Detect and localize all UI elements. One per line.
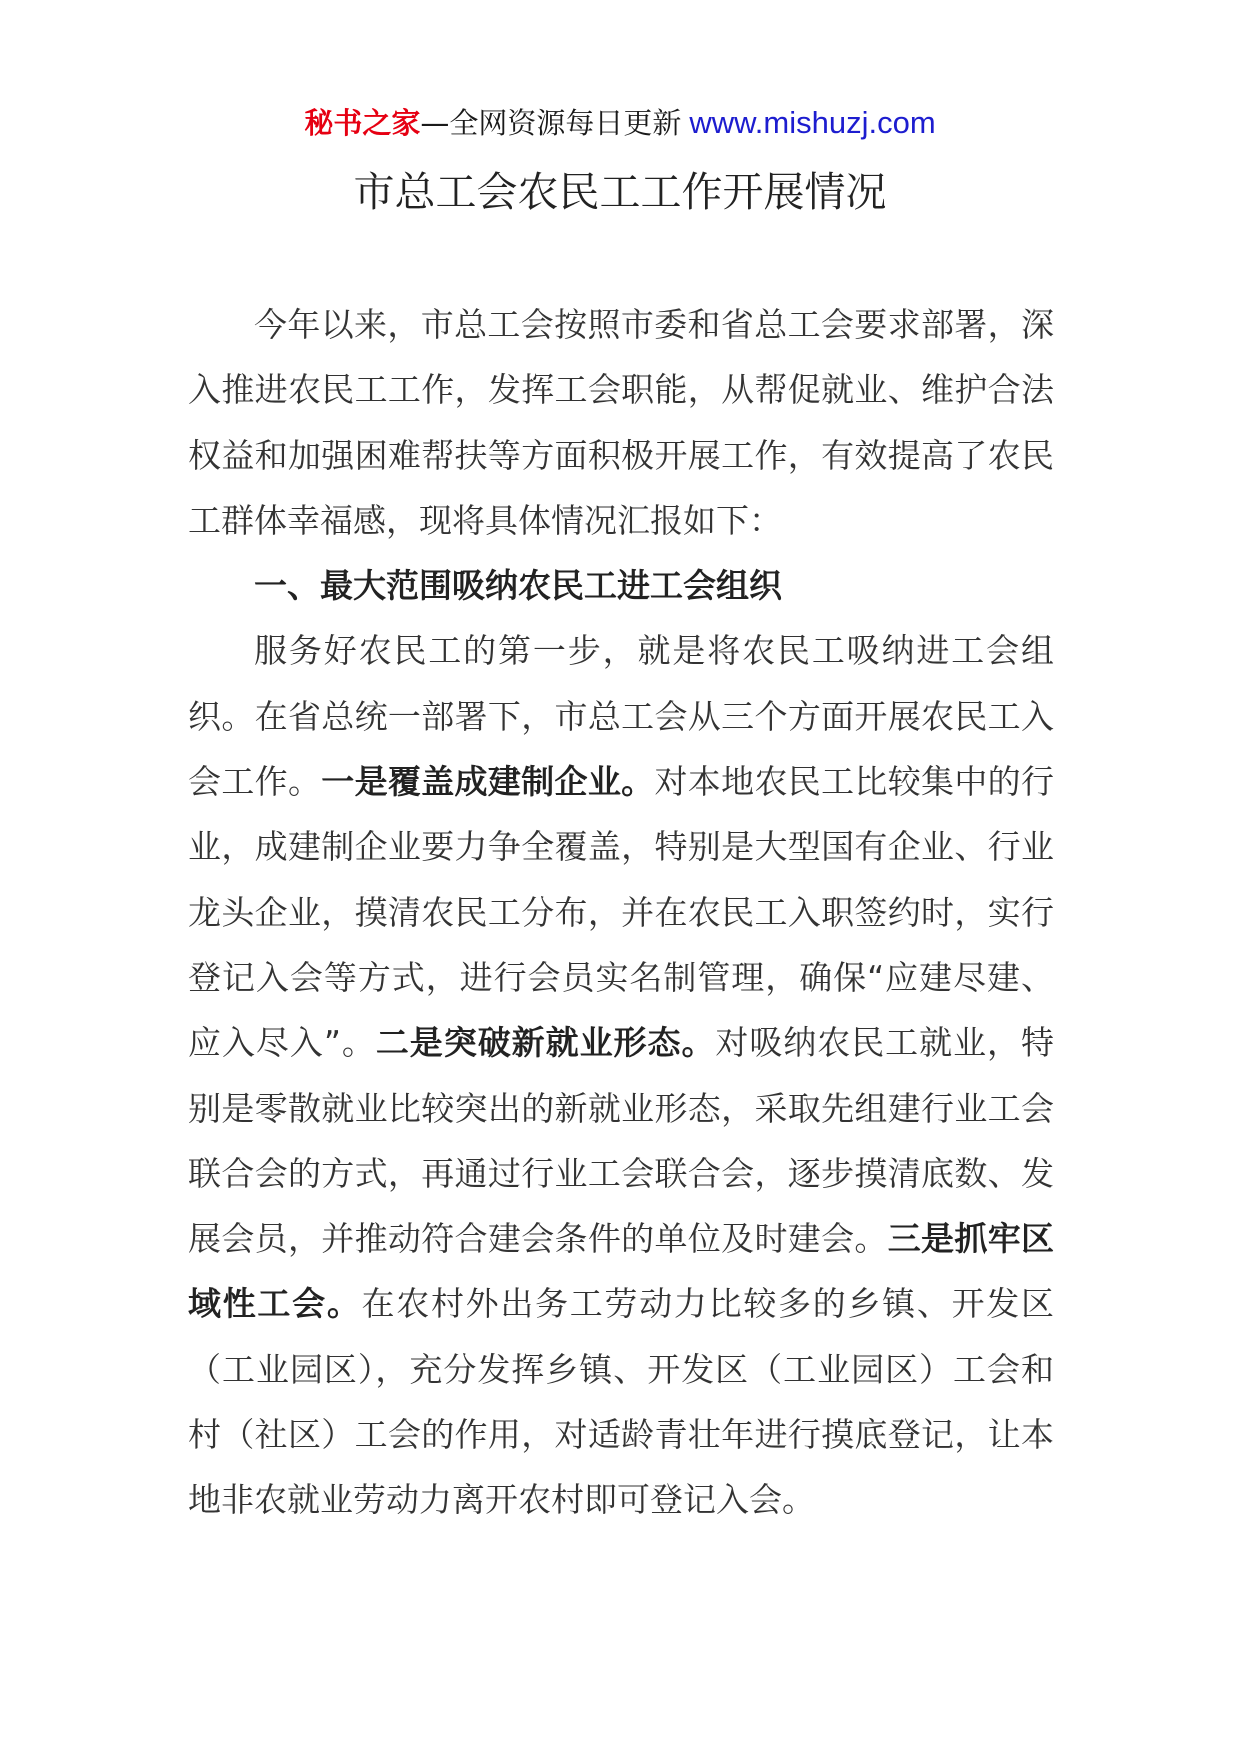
intro-paragraph: 今年以来，市总工会按照市委和省总工会要求部署，深入推进农民工工作，发挥工会职能，从帮促就业、维护合法权益和加强困难帮扶等方面积极开展工作，有效提高了农民工群体幸福感，现将具体情况汇报如下：	[188, 305, 1054, 540]
section-lead-text: 服务好农民工的第一步，就是将农民工吸纳进工会组织。在省总统一部署下，市总工会从三个方面开展农民工入会工作。	[188, 631, 1054, 802]
site-url-link[interactable]: www.mishuzj.com	[689, 105, 936, 140]
point-one-text: 对本地农民工比较集中的行业，成建制企业要力争全覆盖，特别是大型国有企业、行业龙头企业，摸清农民工分布，并在农民工入职签约时，实行登记入会等方式，进行会员实名制管理，确保“应建尽建、应入尽入”。	[188, 762, 1055, 1063]
point-two-text: 对吸纳农民工就业，特别是零散就业比较突出的新就业形态，采取先组建行业工会联合会的方式，再通过行业工会联合会，逐步摸清底数、发展会员，并推动符合建会条件的单位及时建会。	[188, 1023, 1055, 1259]
point-three-text: 在农村外出务工劳动力比较多的乡镇、开发区（工业园区），充分发挥乡镇、开发区（工业园区）工会和村（社区）工会的作用，对适龄青壮年进行摸底登记，让本地非农就业劳动力离开农村即可登记入会。	[188, 1284, 1055, 1520]
section-paragraph	[188, 618, 1054, 1532]
brand-name: 秘书之家	[304, 106, 421, 140]
point-two-title: 二是突破新就业形态。	[375, 1023, 716, 1063]
document-body	[188, 292, 1054, 1533]
section-heading: 一、最大范围吸纳农民工进工会组织	[254, 566, 782, 606]
site-header	[0, 103, 1240, 143]
document-title: 市总工会农民工工作开展情况	[353, 168, 887, 216]
site-slogan: —全网资源每日更新	[420, 106, 682, 140]
point-three-title: 三是抓牢区域性工会。	[188, 1219, 1055, 1324]
point-one-title: 一是覆盖成建制企业。	[321, 762, 655, 802]
